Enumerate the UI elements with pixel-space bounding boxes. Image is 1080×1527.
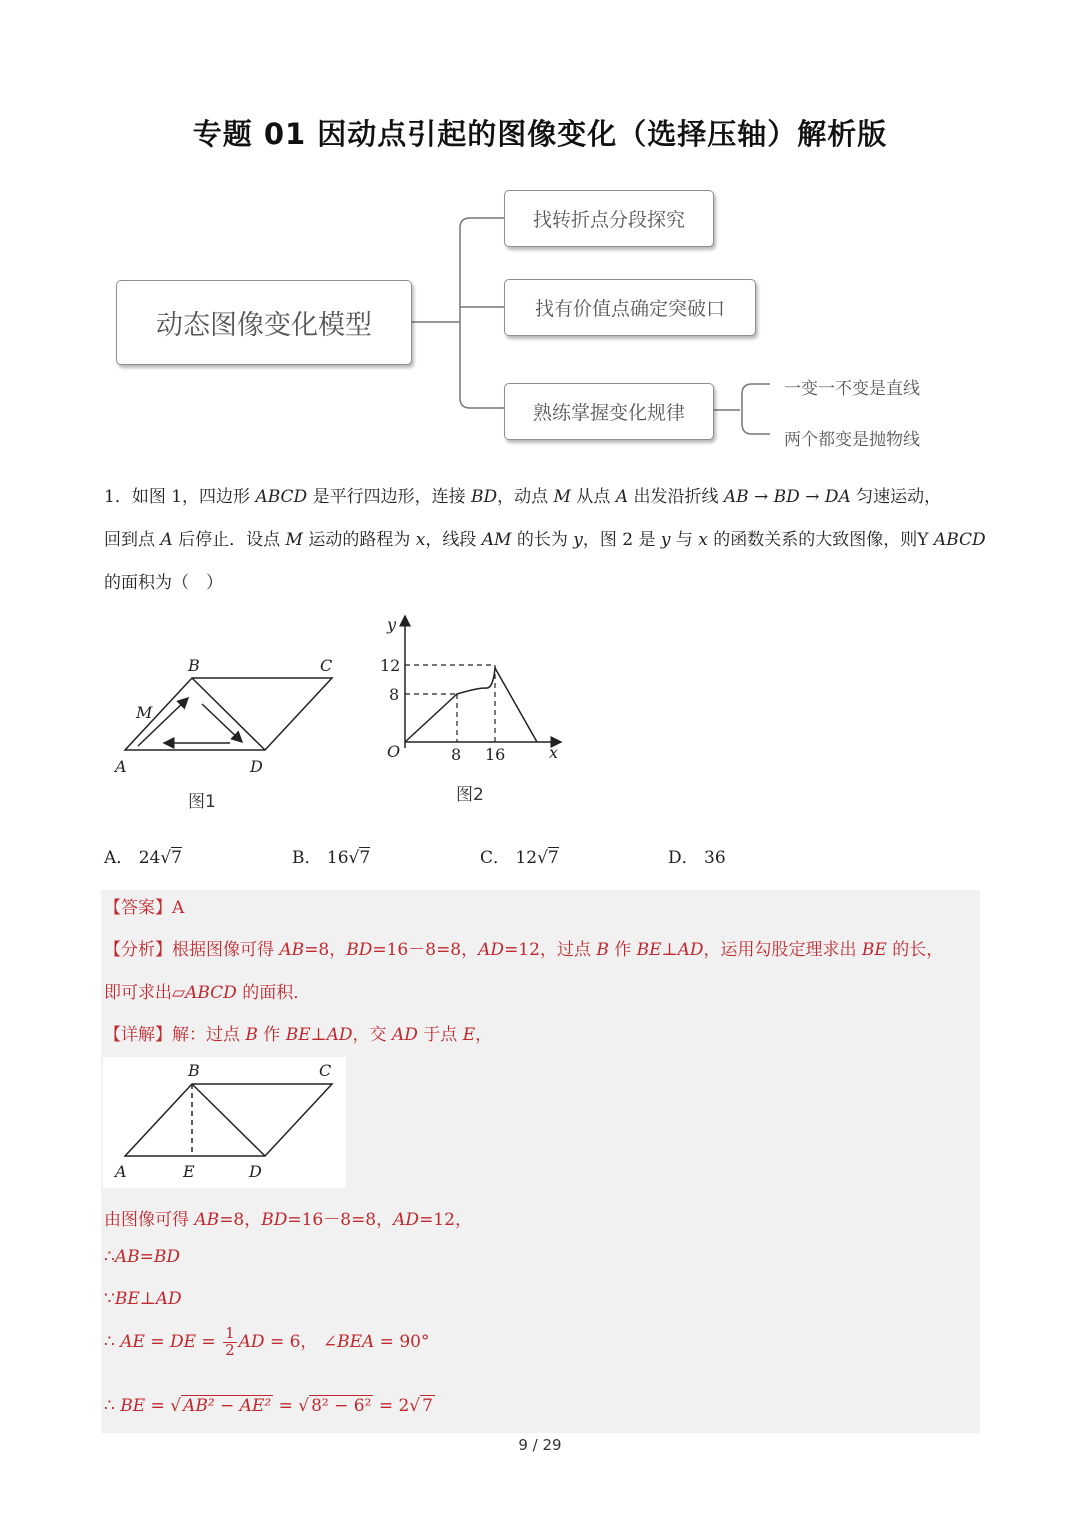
mindmap-branch-1: 找转折点分段探究 <box>504 190 714 247</box>
label-origin: O <box>387 742 401 761</box>
mindmap-branch-3: 熟练掌握变化规律 <box>504 383 714 440</box>
step-1: 由图像可得 AB=8，BD=16－8=8，AD=12， <box>104 1210 472 1230</box>
tick-16: 16 <box>485 745 506 764</box>
label-e-3: E <box>183 1162 195 1181</box>
tick-12: 12 <box>380 656 401 675</box>
fraction-one-half: $\frac{1}{2}$ <box>225 1324 235 1359</box>
label-b: B <box>188 656 200 675</box>
figure-1-parallelogram <box>100 640 350 780</box>
mindmap-root: 动态图像变化模型 <box>116 280 412 365</box>
question-line-2: 回到点 A 后停止．设点 M 运动的路程为 x，线段 AM 的长为 y，图 2 是 y 与 x 的函数关系的大致图像，则Y ABCD <box>104 530 986 550</box>
figure-1-caption: 图1 <box>188 792 216 812</box>
mindmap-leaf-1: 一变一不变是直线 <box>784 379 920 399</box>
analysis-line-1: 【分析】根据图像可得 AB=8，BD=16－8=8，AD=12，过点 B 作 BE⊥AD，运用勾股定理求出 BE 的长， <box>104 940 944 960</box>
option-c: C． 12√7 <box>480 848 559 868</box>
tick-8-x: 8 <box>451 745 462 764</box>
label-b-3: B <box>188 1061 200 1080</box>
page-number: 9 / 29 <box>518 1436 562 1454</box>
step-2: ∴AB=BD <box>104 1247 180 1267</box>
step-4: ∴ AE = DE = $\frac{1}{2}$ AD = 6， ∠BEA = 90° <box>104 1324 430 1359</box>
figure-2-caption: 图2 <box>456 785 484 805</box>
label-x: x <box>549 743 559 762</box>
label-a: A <box>115 757 127 776</box>
label-y: y <box>387 615 397 634</box>
label-d-3: D <box>249 1162 262 1181</box>
analysis-line-2: 即可求出▱ABCD 的面积． <box>104 983 311 1003</box>
mindmap-branch-2: 找有价值点确定突破口 <box>504 279 756 336</box>
step-5: ∴ BE = √ AB² − AE² = √ 8² − 6² = 2√ 7 <box>104 1396 433 1416</box>
option-d: D． 36 <box>668 848 726 868</box>
tick-8-y: 8 <box>389 685 400 704</box>
label-d: D <box>250 757 263 776</box>
figure-2-graph <box>375 608 575 768</box>
diagonal-bd <box>192 678 265 750</box>
label-c-3: C <box>319 1061 332 1080</box>
page-title: 专题 01 因动点引起的图像变化（选择压轴）解析版 <box>192 117 888 151</box>
label-c: C <box>320 656 333 675</box>
function-curve <box>405 668 537 742</box>
question-line-3: 的面积为（ ） <box>104 573 223 593</box>
label-m: M <box>136 703 153 722</box>
diagonal-bd-3 <box>192 1084 265 1156</box>
answer-line: 【答案】A <box>104 898 185 918</box>
step-3: ∵BE⊥AD <box>104 1289 182 1309</box>
figure-3-parallelogram <box>103 1057 346 1188</box>
question-line-1: 1．如图 1，四边形 ABCD 是平行四边形，连接 BD，动点 M 从点 A 出发沿折线 AB → BD → DA 匀速运动， <box>104 487 942 507</box>
option-a: A． 24√7 <box>104 848 182 868</box>
option-b: B． 16√7 <box>292 848 371 868</box>
label-a-3: A <box>115 1162 127 1181</box>
arrow-bd <box>202 704 242 742</box>
mindmap-leaf-2: 两个都变是抛物线 <box>784 430 920 450</box>
detail-line-1: 【详解】解：过点 B 作 BE⊥AD，交 AD 于点 E， <box>104 1025 493 1045</box>
